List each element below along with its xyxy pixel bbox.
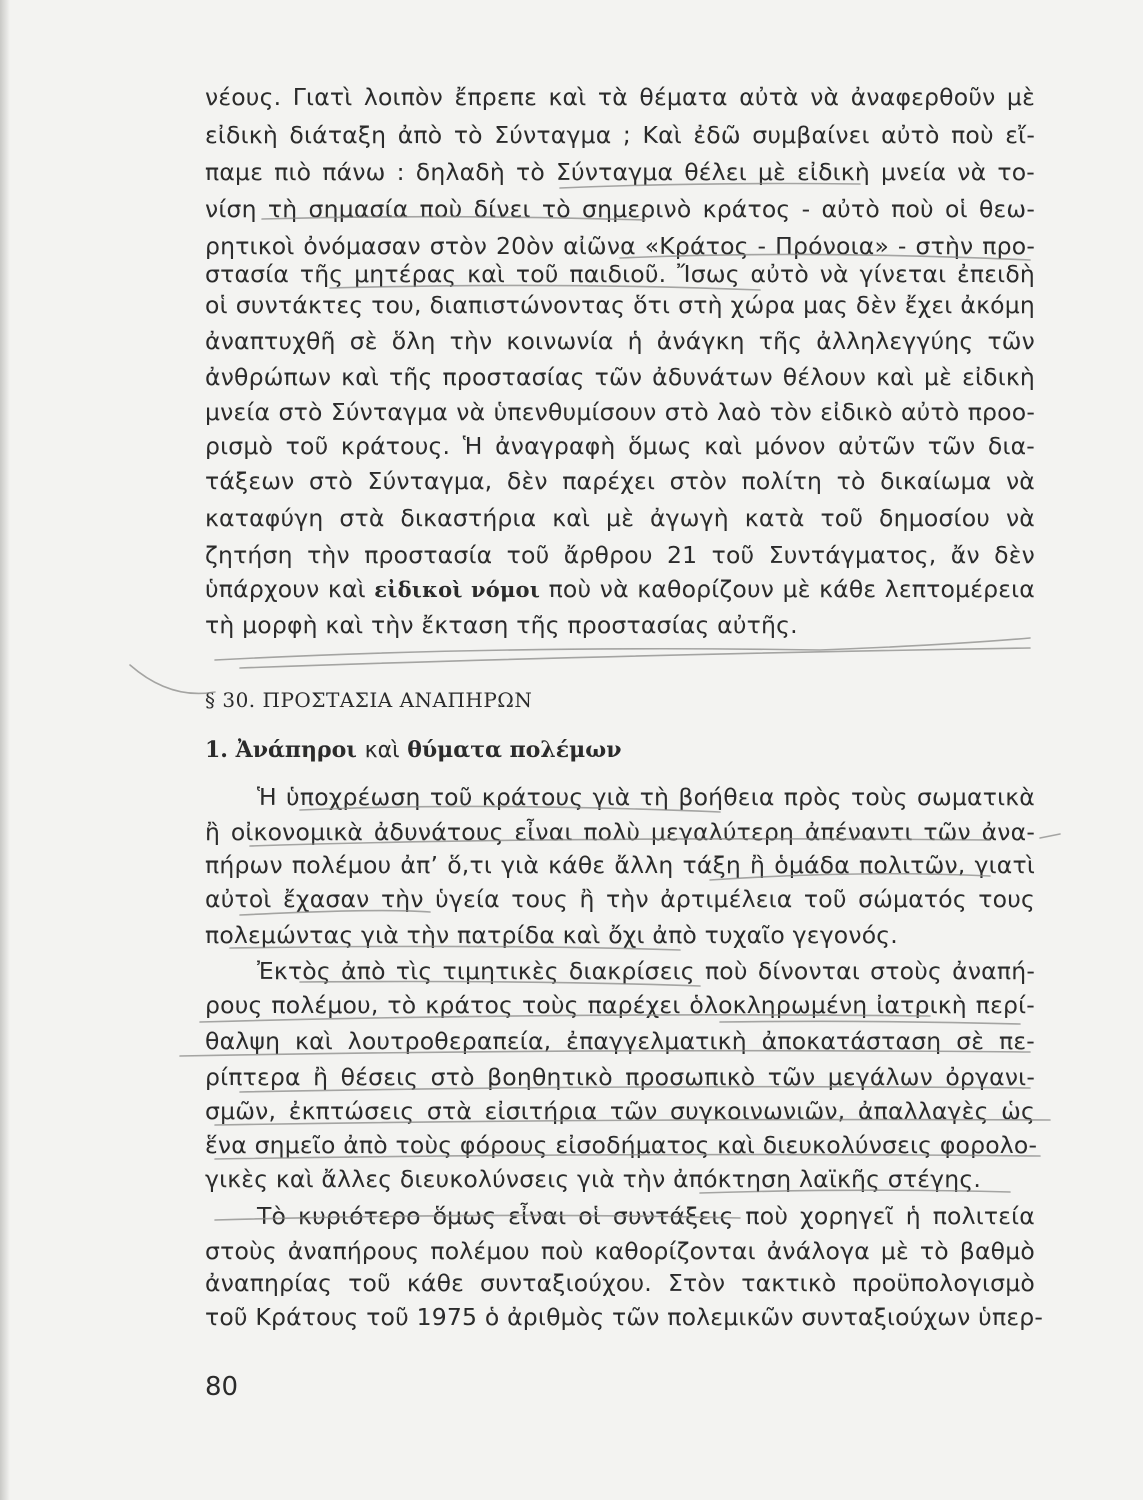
p3-line-2: στοὺς ἀναπήρους πολέμου ποὺ καθορίζονται ἀνάλογα μὲ τὸ βαθμὸ [205, 1237, 1035, 1265]
page-number: 80 [205, 1372, 239, 1402]
subheading-word1: Ἀνάπηροι [235, 737, 357, 763]
page-edge-shadow [0, 0, 10, 1500]
pencil-underline [130, 665, 215, 693]
p1-line-5: πολεμώντας γιὰ τὴν πατρίδα καὶ ὄχι ἀπὸ τυχαῖο γεγονός. [205, 921, 898, 949]
upper-line-15-before: ὑπάρχουν καὶ [205, 575, 375, 603]
pencil-underline [1040, 834, 1060, 838]
upper-line-3: παμε πιὸ πάνω : δηλαδὴ τὸ Σύνταγμα θέλει μὲ εἰδικὴ μνεία νὰ το- [205, 158, 1035, 186]
upper-line-8: ἀναπτυχθῆ σὲ ὅλη τὴν κοινωνία ἡ ἀνάγκη τῆς ἀλληλεγγύης τῶν [205, 327, 1035, 355]
p3-line-3: ἀναπηρίας τοῦ κάθε συνταξιούχου. Στὸν τακτικὸ προϋπολογισμὸ [205, 1269, 1035, 1297]
pencil-underline [720, 1021, 1020, 1024]
p1-line-4: αὐτοὶ ἔχασαν τὴν ὑγεία τους ἢ τὴν ἀρτιμέλεια τοῦ σώματός τους [205, 885, 1035, 913]
upper-line-10: μνεία στὸ Σύνταγμα νὰ ὑπενθυμίσουν στὸ λαὸ τὸν εἰδικὸ αὐτὸ προο- [205, 398, 1035, 426]
upper-line-15-after: ποὺ νὰ καθορίζουν μὲ κάθε λεπτομέρεια [540, 575, 1035, 603]
upper-line-9: ἀνθρώπων καὶ τῆς προστασίας τῶν ἀδυνάτων θέλουν καὶ μὲ εἰδικὴ [205, 363, 1035, 391]
pencil-underline [240, 648, 1030, 668]
upper-line-14: ζητήση τὴν προστασία τοῦ ἄρθρου 21 τοῦ Συντάγματος, ἄν δὲν [205, 541, 1035, 569]
subheading-word2: θύματα πολέμων [407, 737, 622, 763]
subheading-number: 1. [205, 737, 228, 763]
p1-line-3: πήρων πολέμου ἀπ’ ὅ,τι γιὰ κάθε ἄλλη τάξη ἢ ὁμάδα πολιτῶν, γιατὶ [205, 851, 1035, 879]
upper-line-13: καταφύγη στὰ δικαστήρια καὶ μὲ ἀγωγὴ κατὰ τοῦ δημοσίου νὰ [205, 504, 1035, 532]
upper-line-11: ρισμὸ τοῦ κράτους. Ἡ ἀναγραφὴ ὅμως καὶ μόνον αὐτῶν τῶν δια- [205, 432, 1035, 460]
upper-line-5: ρητικοὶ ὀνόμασαν στὸν 20ὸν αἰῶνα «Κράτος - Πρόνοια» - στὴν προ- [205, 232, 1035, 260]
p3-line-1: Τὸ κυριότερο ὅμως εἶναι οἱ συντάξεις ποὺ χορηγεῖ ἡ πολιτεία [257, 1202, 1035, 1230]
upper-line-2: εἰδικὴ διάταξη ἀπὸ τὸ Σύνταγμα ; Καὶ ἐδῶ συμβαίνει αὐτὸ ποὺ εἴ- [205, 121, 1035, 149]
p2-line-6: ἕνα σημεῖο ἀπὸ τοὺς φόρους εἰσοδήματος καὶ διευκολύνσεις φορολο- [205, 1131, 1038, 1159]
upper-line-7: οἱ συντάκτες του, διαπιστώνοντας ὅτι στὴ χώρα μας δὲν ἔχει ἀκόμη [205, 291, 1035, 319]
upper-line-1: νέους. Γιατὶ λοιπὸν ἔπρεπε καὶ τὰ θέματα αὐτὰ νὰ ἀναφερθοῦν μὲ [205, 83, 1035, 111]
upper-line-15 [205, 574, 1035, 605]
p1-line-1: Ἡ ὑποχρέωση τοῦ κράτους γιὰ τὴ βοήθεια πρὸς τοὺς σωματικὰ [257, 783, 1035, 811]
p2-line-2: ρους πολέμου, τὸ κράτος τοὺς παρέχει ὁλοκληρωμένη ἰατρικὴ περί- [205, 991, 1035, 1019]
p2-line-7: γικὲς καὶ ἄλλες διευκολύνσεις γιὰ τὴν ἀπόκτηση λαϊκῆς στέγης. [205, 1165, 981, 1193]
p1-line-2: ἢ οἰκονομικὰ ἀδυνάτους εἶναι πολὺ μεγαλύτερη ἀπέναντι τῶν ἀνα- [205, 818, 1035, 846]
p2-line-5: σμῶν, ἐκπτώσεις στὰ εἰσιτήρια τῶν συγκοινωνιῶν, ἀπαλλαγὲς ὡς [205, 1097, 1035, 1125]
p2-line-1: Ἐκτὸς ἀπὸ τὶς τιμητικὲς διακρίσεις ποὺ δίνονται στοὺς ἀναπή- [257, 957, 1035, 985]
p3-line-4: τοῦ Κράτους τοῦ 1975 ὁ ἀριθμὸς τῶν πολεμικῶν συνταξιούχων ὑπερ- [205, 1303, 1044, 1331]
upper-line-4: νίση τὴ σημασία ποὺ δίνει τὸ σημερινὸ κράτος - αὐτὸ ποὺ οἱ θεω- [205, 195, 1035, 223]
upper-line-16: τὴ μορφὴ καὶ τὴν ἔκταση τῆς προστασίας αὐτῆς. [205, 611, 798, 639]
p2-line-3: θαλψη καὶ λουτροθεραπεία, ἐπαγγελματικὴ ἀποκατάσταση σὲ πε- [205, 1027, 1035, 1055]
emphasis-special-laws: εἰδικοὶ νόμοι [374, 577, 541, 602]
p2-line-4: ρίπτερα ἢ θέσεις στὸ βοηθητικὸ προσωπικὸ τῶν μεγάλων ὀργανι- [205, 1063, 1035, 1091]
section-heading: § 30. ΠΡΟΣΤΑΣΙΑ ΑΝΑΠΗΡΩΝ [205, 688, 533, 712]
pencil-underline [215, 638, 1030, 660]
upper-line-12: τάξεων στὸ Σύνταγμα, δὲν παρέχει στὸν πολίτη τὸ δικαίωμα νὰ [205, 467, 1035, 495]
upper-line-6: στασία τῆς μητέρας καὶ τοῦ παιδιοῦ. Ἴσως αὐτὸ νὰ γίνεται ἐπειδὴ [205, 260, 1035, 288]
subheading-conj: καὶ [364, 738, 400, 763]
subheading [205, 735, 621, 766]
